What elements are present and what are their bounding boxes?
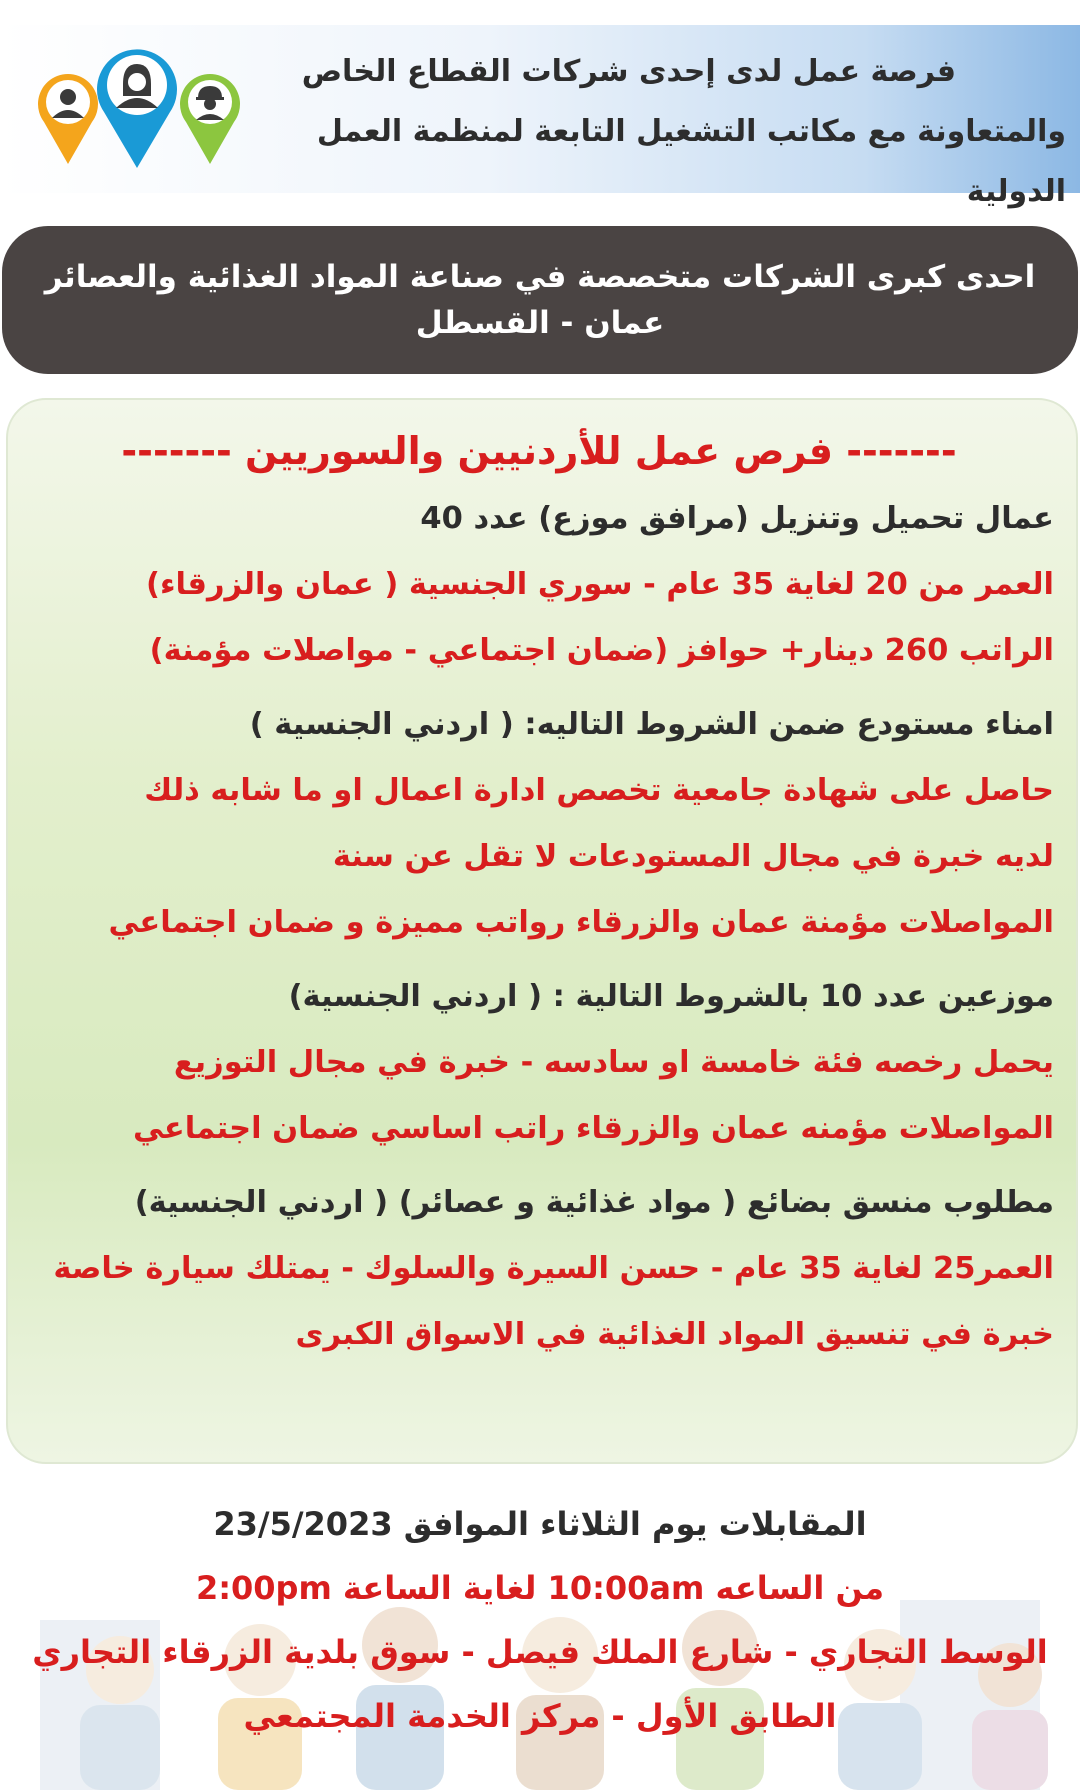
warehouse-req-1: حاصل على شهادة جامعية تخصص ادارة اعمال او ما شابه ذلك [144,773,1054,808]
header-line-1: فرصة عمل لدى إحدى شركات القطاع الخاص [301,54,956,89]
warehouse-req-3: المواصلات مؤمنة عمان والزرقاء رواتب مميزة و ضمان اجتماعي [108,905,1054,940]
company-box [2,226,1078,374]
warehouse-title: امناء مستودع ضمن الشروط التاليه: ( اردني الجنسية ) [249,707,1054,742]
distributors-req-1: يحمل رخصه فئة خامسة او سادسه - خبرة في مجال التوزيع [173,1045,1054,1080]
coordinator-title: مطلوب منسق بضائع ( مواد غذائية و عصائر) ( اردني الجنسية) [134,1185,1054,1220]
header-line-2: والمتعاونة مع مكاتب التشغيل التابعة لمنظمة العمل الدولية [316,114,1066,209]
loaders-salary: الراتب 260 دينار+ حوافز (ضمان اجتماعي - مواصلات مؤمنة) [149,633,1054,668]
warehouse-req-2: لديه خبرة في مجال المستودعات لا تقل عن سنة [332,839,1054,874]
worker-pin-icon [178,70,242,166]
job-pins-logo [36,42,251,172]
interview-time: من الساعه 10:00am لغاية الساعة 2:00pm [195,1569,885,1607]
distributors-title: موزعين عدد 10 بالشروط التالية : ( اردني الجنسية) [288,979,1054,1014]
coordinator-req-2: خبرة في تنسيق المواد الغذائية في الاسواق الكبرى [295,1317,1054,1352]
loaders-title: عمال تحميل وتنزيل (مرافق موزع) عدد 40 [420,501,1054,536]
company-location: عمان - القسطل [415,305,665,341]
interview-location-2: الطابق الأول - مركز الخدمة المجتمعي [243,1697,837,1735]
interview-date: المقابلات يوم الثلاثاء الموافق 23/5/2023 [213,1505,867,1543]
coordinator-req-1: العمر25 لغاية 35 عام - حسن السيرة والسلوك - يمتلك سيارة خاصة [53,1251,1054,1286]
company-description: احدى كبرى الشركات متخصصة في صناعة المواد الغذائية والعصائر [44,259,1036,295]
woman-pin-icon [94,42,180,170]
jobs-heading: ------- فرص عمل للأردنيين والسوريين ------- [121,429,957,473]
interview-section [0,1470,1080,1790]
interview-location-1: الوسط التجاري - شارع الملك فيصل - سوق بلدية الزرقاء التجاري [32,1633,1048,1671]
man-pin-icon [36,70,100,166]
loaders-age: العمر من 20 لغاية 35 عام - سوري الجنسية ( عمان والزرقاء) [146,567,1054,602]
distributors-req-2: المواصلات مؤمنه عمان والزرقاء راتب اساسي ضمان اجتماعي [133,1111,1054,1146]
jobs-panel [6,398,1078,1464]
header-text [246,42,1066,222]
